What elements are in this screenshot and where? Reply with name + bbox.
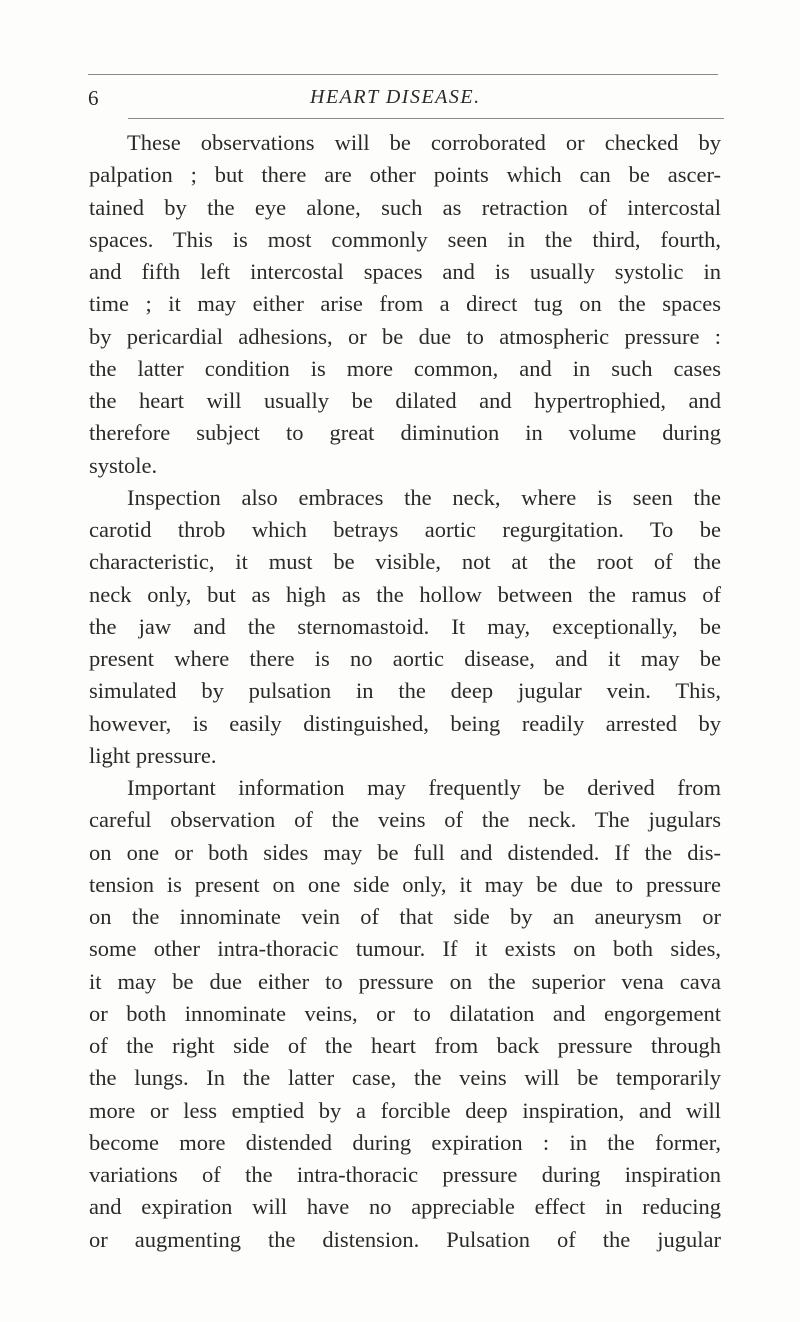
text-line: it may be due either to pressure on the superior vena cava <box>89 968 721 994</box>
paragraph-2 <box>89 482 721 772</box>
text-line: by pericardial adhesions, or be due to atmospheric pressure : <box>89 323 721 349</box>
paragraph-3 <box>89 772 721 1256</box>
text-line: light pressure. <box>89 742 217 768</box>
text-line: some other intra-thoracic tumour. If it exists on both sides, <box>89 936 721 962</box>
header-rule-top <box>88 74 718 75</box>
text-line: on the innominate vein of that side by an aneurysm or <box>89 904 721 929</box>
text-line: the latter condition is more common, and in such cases <box>89 355 721 381</box>
running-head: HEART DISEASE. <box>310 86 481 108</box>
text-line: the jaw and the sternomastoid. It may, exceptionally, be <box>89 613 721 639</box>
text-line: variations of the intra-thoracic pressure during inspiration <box>89 1162 721 1187</box>
text-line: Inspection also embraces the neck, where is seen the <box>127 484 721 510</box>
text-line: and fifth left intercostal spaces and is usually systolic in <box>89 259 721 284</box>
text-line: however, is easily distinguished, being readily arrested by <box>89 710 721 736</box>
text-line: tension is present on one side only, it may be due to pressure <box>89 871 721 897</box>
text-line: time ; it may either arise from a direct tug on the spaces <box>89 291 721 317</box>
page-number: 6 <box>88 86 99 110</box>
text-line: spaces. This is most commonly seen in the third, fourth, <box>89 226 721 252</box>
text-line: the heart will usually be dilated and hypertrophied, and <box>89 388 721 413</box>
text-line: careful observation of the veins of the neck. The jugulars <box>89 807 721 833</box>
text-line: on one or both sides may be full and distended. If the dis- <box>89 839 721 865</box>
text-line: and expiration will have no appreciable effect in reducing <box>89 1194 721 1220</box>
text-line: therefore subject to great diminution in volume during <box>89 420 721 446</box>
body-text <box>89 127 721 1256</box>
text-line: the lungs. In the latter case, the veins will be temporarily <box>89 1065 721 1091</box>
page-header <box>88 74 724 124</box>
paragraph-1 <box>89 127 721 482</box>
text-line: of the right side of the heart from back pressure through <box>89 1033 721 1058</box>
text-line: These observations will be corroborated or checked by <box>127 130 721 155</box>
text-line: or both innominate veins, or to dilatation and engorgement <box>89 1000 721 1026</box>
text-line: palpation ; but there are other points which can be ascer- <box>89 162 721 188</box>
text-line: systole. <box>89 452 158 478</box>
header-rule-bottom <box>128 118 724 119</box>
text-line: tained by the eye alone, such as retraction of intercostal <box>89 194 721 220</box>
text-line: neck only, but as high as the hollow between the ramus of <box>89 581 721 607</box>
text-line: Important information may frequently be derived from <box>127 775 721 800</box>
text-line: more or less emptied by a forcible deep inspiration, and will <box>89 1097 721 1123</box>
text-line: or augmenting the distension. Pulsation of the jugular <box>89 1226 721 1252</box>
text-line: simulated by pulsation in the deep jugular vein. This, <box>89 678 721 704</box>
text-line: become more distended during expiration : in the former, <box>89 1129 721 1155</box>
text-line: carotid throb which betrays aortic regurgitation. To be <box>89 517 721 542</box>
text-line: characteristic, it must be visible, not at the root of the <box>89 549 721 575</box>
text-line: present where there is no aortic disease, and it may be <box>89 646 721 671</box>
